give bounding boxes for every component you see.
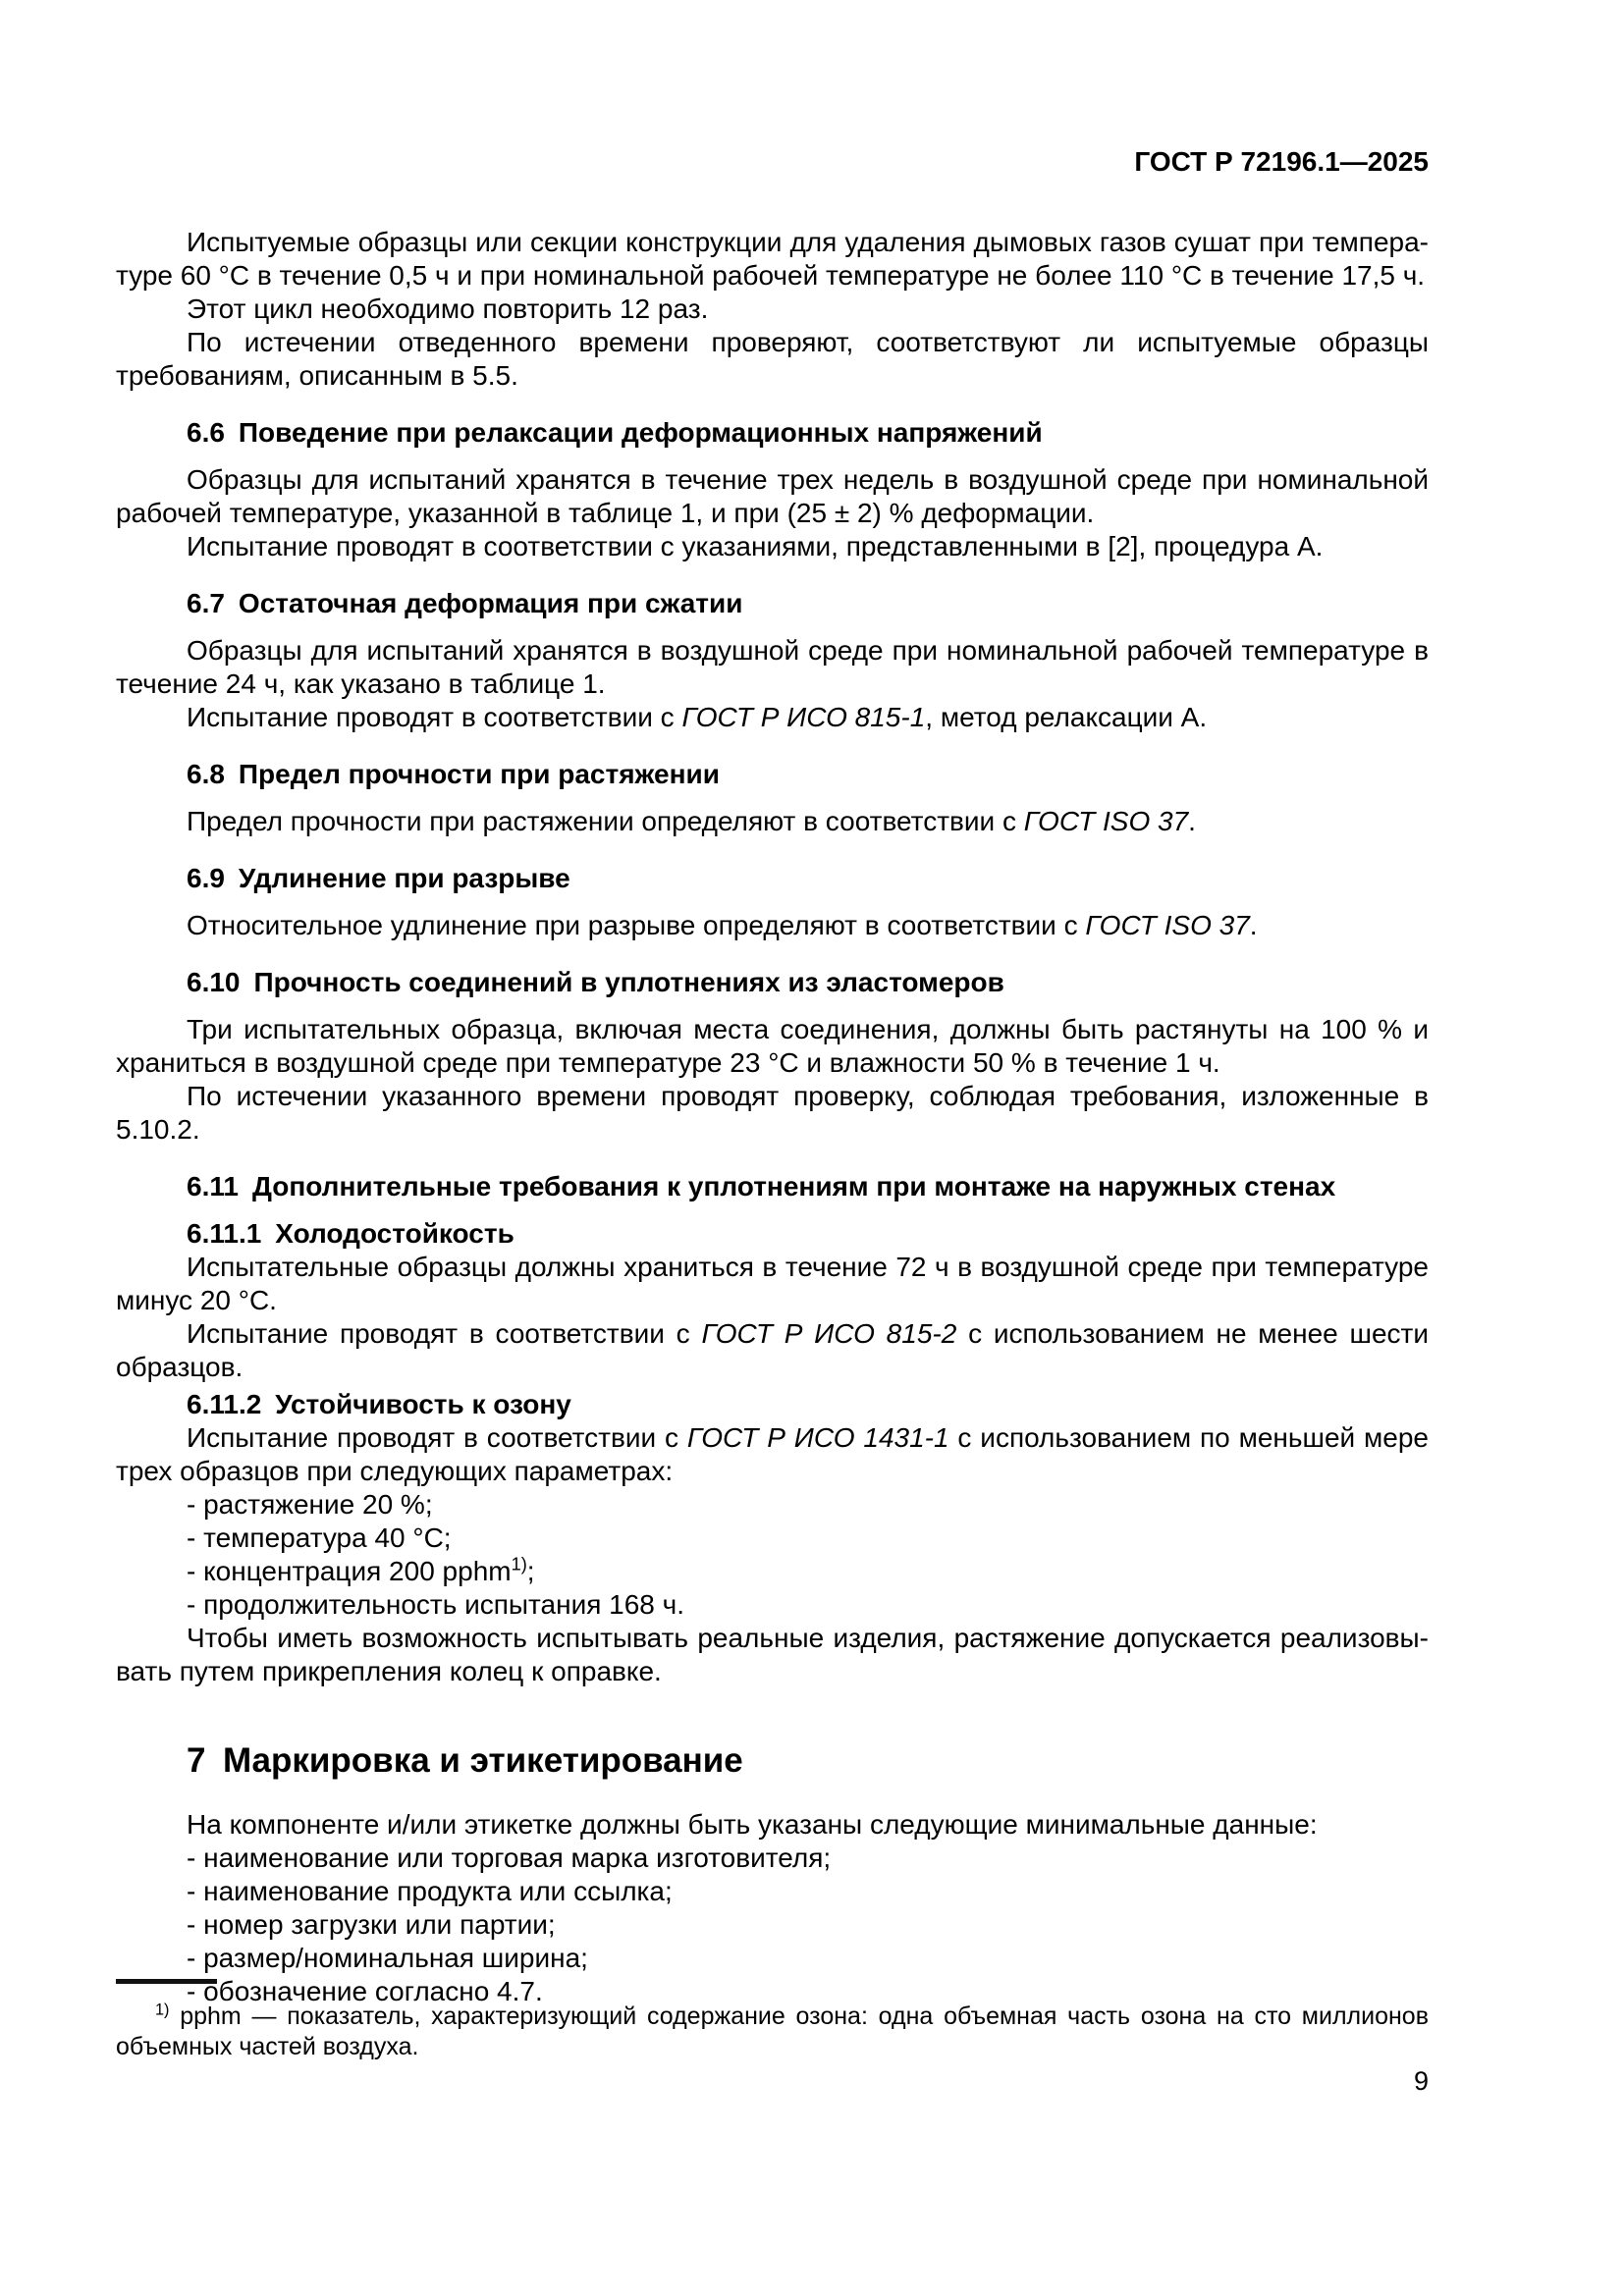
standard-reference: ГОСТ Р ИСО 1431-1 — [686, 1422, 949, 1453]
paragraph-6-7-2: Испытание проводят в соответствии с ГОСТ Р ИСО 815-1, метод релаксации А. — [187, 702, 1208, 732]
footnote-rule — [116, 1979, 217, 1984]
paragraph-intro-1: Испытуемые образцы или секции конструкции для удаления дымовых газов сушат при температуре 60 °С в течение 0,5 ч и при номинальной рабочей температуре не более 110 °С в течение 17,5 ч. — [116, 227, 1429, 291]
paragraph-6-11-1-2: Испытание проводят в соответствии с ГОСТ Р ИСО 815-2 с использованием не менее шести образцов. — [116, 1318, 1430, 1382]
page-number: 9 — [1413, 2066, 1429, 2096]
section-heading-6-10: 6.10 Прочность соединений в уплотнениях из эластомеров — [187, 967, 1004, 997]
section-heading-6-7: 6.7 Остаточная деформация при сжатии — [187, 588, 743, 618]
paragraph-6-7-1: Образцы для испытаний хранятся в воздушной среде при номинальной рабочей температуре в течение 24 ч, как указано в таблице 1. — [116, 635, 1429, 699]
paragraph-7-1: На компоненте и/или этикетке должны быть указаны следующие минимальные данные: — [187, 1809, 1318, 1840]
paragraph-6-11-2-1: Испытание проводят в соответствии с ГОСТ Р ИСО 1431-1 с использованием по меньшей мере трех образцов при следующих параметрах: — [116, 1422, 1429, 1486]
list-item: - растяжение 20 %; — [187, 1489, 433, 1520]
standard-reference: ГОСТ ISO 37 — [1085, 910, 1250, 940]
section-heading-6-11-2: 6.11.2 Устойчивость к озону — [187, 1389, 571, 1419]
list-item: - продолжительность испытания 168 ч. — [187, 1589, 685, 1620]
running-header: ГОСТ Р 72196.1—2025 — [1134, 146, 1429, 177]
document-content — [116, 145, 1429, 2008]
section-heading-6-11: 6.11 Дополнительные требования к уплотнениям при монтаже на наружных стенах — [187, 1171, 1336, 1201]
paragraph-6-11-1-1: Испытательные образцы должны храниться в течение 72 ч в воздушной среде при температуре минус 20 °С. — [116, 1252, 1429, 1315]
section-heading-6-11-1: 6.11.1 Холодостойкость — [187, 1218, 514, 1249]
paragraph-6-11-2-2: Чтобы иметь возможность испытывать реальные изделия, растяжение допускается реализовывать путем прикрепления колец к оправке. — [116, 1623, 1429, 1686]
paragraph-intro-3: По истечении отведенного времени проверяют, соответствуют ли испытуемые образцы требованиям, описанным в 5.5. — [116, 327, 1429, 391]
section-heading-6-8: 6.8 Предел прочности при растяжении — [187, 759, 720, 789]
footnote-marker: 1) — [155, 2001, 170, 2019]
list-item: - наименование продукта или ссылка; — [187, 1876, 673, 1906]
standard-reference: ГОСТ ISO 37 — [1023, 806, 1189, 836]
list-item: - обозначение согласно 4.7. — [187, 1976, 543, 2006]
paragraph-6-10-2: По истечении указанного времени проводят проверку, соблюдая требования, изложенные в 5.10.2. — [116, 1081, 1429, 1145]
paragraph-6-6-2: Испытание проводят в соответствии с указаниями, представленными в [2], процедура А. — [187, 531, 1324, 561]
list-item: - концентрация 200 pphm$^{1)}$; — [187, 1554, 535, 1586]
chapter-heading-7: 7 Маркировка и этикетирование — [187, 1741, 743, 1780]
standard-reference: ГОСТ Р ИСО 815-1 — [681, 702, 926, 732]
list-item: - размер/номинальная ширина; — [187, 1943, 588, 1973]
list-item: - номер загрузки или партии; — [187, 1909, 556, 1940]
section-heading-6-9: 6.9 Удлинение при разрыве — [187, 863, 570, 893]
section-heading-6-6: 6.6 Поведение при релаксации деформационных напряжений — [187, 417, 1043, 448]
standard-reference: ГОСТ Р ИСО 815-2 — [701, 1318, 957, 1349]
footnote-block — [116, 1979, 1429, 2062]
footnote-text: $^{1)}$ pphm — показатель, характеризующий содержание озона: одна объемная часть озона на сто миллионов объемных частей воздуха. — [116, 2001, 1429, 2060]
list-item: - наименование или торговая марка изготовителя; — [187, 1842, 832, 1873]
footnote-reference-marker: 1) — [511, 1554, 527, 1575]
paragraph-6-8-1: Предел прочности при растяжении определяют в соответствии с ГОСТ ISO 37. — [187, 806, 1196, 836]
paragraph-6-10-1: Три испытательных образца, включая места соединения, должны быть растянуты на 100 % и храниться в воздушной среде при температуре 23 °С и влажности 50 % в течение 1 ч. — [116, 1014, 1429, 1078]
paragraph-intro-2: Этот цикл необходимо повторить 12 раз. — [187, 294, 709, 324]
list-item: - температура 40 °С; — [187, 1522, 452, 1553]
paragraph-6-9-1: Относительное удлинение при разрыве определяют в соответствии с ГОСТ ISO 37. — [187, 910, 1258, 940]
paragraph-6-6-1: Образцы для испытаний хранятся в течение трех недель в воздушной среде при номинальной рабочей температуре, указанной в таблице 1, и при (25 ± 2) % деформации. — [116, 464, 1429, 528]
